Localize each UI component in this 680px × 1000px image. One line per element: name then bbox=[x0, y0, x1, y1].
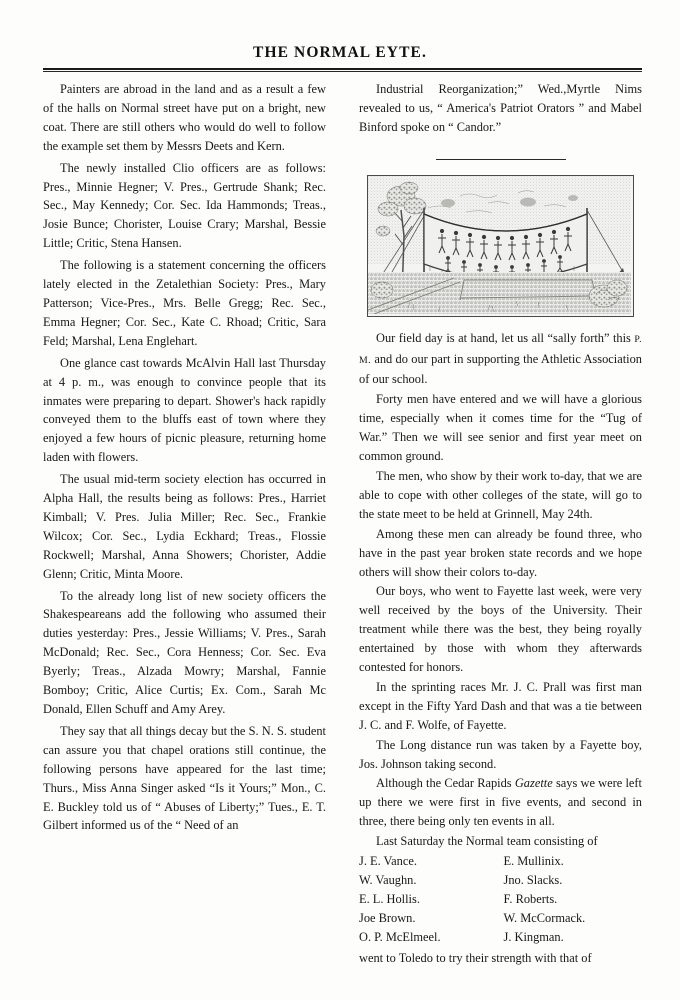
roster-name: W. Vaughn. bbox=[359, 873, 417, 887]
roster-name: E. Mullinix. bbox=[503, 854, 564, 869]
roster-row bbox=[359, 909, 642, 928]
paragraph: In the sprinting races Mr. J. C. Prall was first man except in the Fifty Yard Dash and that was a tie between J. C. and F. Wolfe, of Fayette. bbox=[359, 679, 642, 732]
small-caps-pm: P. M. bbox=[359, 333, 642, 366]
left-column bbox=[43, 80, 326, 980]
paragraph: Our boys, who went to Fayette last week, were very well received by the boys of the University. Their treatment while there was the best, they being royally entertained by those with whom they afterwards contested for honors. bbox=[359, 584, 642, 675]
paragraph bbox=[359, 329, 642, 390]
roster-outro: went to Toledo to try their strength with that of bbox=[359, 950, 592, 965]
paragraph: To the already long list of new society officers the Shakespeareans add the following who assumed their duties yesterday: Pres., Jessie Williams; V. Pres., Sarah McDonald; Rec. Sec., Cora Henness; Cor. Sec. Eva Byerly; Treas., Alzada Mowry; Marshal, Fannie Bomboy; Critic, Alice Curtis; Ex. Com., Sarah Mc Donald, Ellen Schuff and Amy Arey. bbox=[43, 588, 326, 716]
paragraph: The men, who show by their work to-day, that we are able to cope with other colleges of the state, will go to the state meet to be held at Grinnell, May 24th. bbox=[359, 468, 642, 521]
team-roster-list bbox=[359, 852, 642, 947]
paragraph: The usual mid-term society election has occurred in Alpha Hall, the results being as follows: Pres., Harriet Kimball; V. Pres. Julia Miller; Rec. Sec., Frankie Wilcox; Cor. Sec., Lydia Eckhard; Treas., Flossie Rockwell; Marshal, Anna Showers; Chorister, Addie Glenn; Critic, Minta Moore. bbox=[43, 472, 326, 581]
rule-thick bbox=[43, 68, 642, 70]
rule-thin bbox=[43, 71, 642, 72]
gazette-after: says we were left up there we were first in five events, and second in three, there being only ten events in all. bbox=[359, 776, 642, 829]
section-divider bbox=[359, 147, 642, 166]
paragraph: The newly installed Clio officers are as follows: Pres., Minnie Hegner; V. Pres., Gertrude Shank; Rec. Sec., May Kennedy; Cor. Sec. Ida Hammonds; Treas., Josie Bunce; Chorister, Louise Crary; Marshal, Bessie Little; Critic, Stena Hansen. bbox=[43, 160, 326, 251]
field-day-banner-illustration bbox=[368, 176, 631, 314]
roster-row bbox=[359, 890, 642, 909]
gazette-before: Although the Cedar Rapids bbox=[376, 776, 515, 791]
masthead bbox=[0, 44, 680, 62]
paragraph: Among these men can already be found three, who have in the past year broken state records and we hope others will show their colors to-day. bbox=[359, 526, 642, 579]
paragraph: Forty men have entered and we will have a glorious time, especially when it comes time for the “Tug of War.” Then we will see senior and first year meet on common ground. bbox=[359, 392, 642, 464]
roster-name: O. P. McElmeel. bbox=[359, 929, 441, 944]
divider-rule bbox=[436, 159, 566, 160]
roster-name: Jno. Slacks. bbox=[503, 873, 563, 887]
roster-name: E. L. Hollis. bbox=[359, 891, 420, 906]
illustration-frame bbox=[367, 175, 634, 317]
right-column bbox=[359, 80, 642, 980]
roster-name: F. Roberts. bbox=[503, 891, 558, 906]
roster-intro: Last Saturday the Normal team consisting of bbox=[376, 834, 598, 849]
paragraph: Painters are abroad in the land and as a result a few of the halls on Normal street have put on a bright, new coat. There are still others who would do well to follow the example set them by Messrs Deets and Kern. bbox=[43, 82, 326, 153]
gazette-title: Gazette bbox=[514, 776, 553, 791]
paragraph-text-a: Our field day is at hand, let us all “sally forth” this bbox=[376, 330, 635, 345]
paragraph: The Long distance run was taken by a Fayette boy, Jos. Johnson taking second. bbox=[359, 737, 642, 771]
roster-row bbox=[359, 871, 642, 890]
paragraph: They say that all things decay but the S. N. S. student can assure you that chapel orations still continue, the following persons have appeared for the last time; Thurs., Miss Anna Singer asked “Is it Yours;” Mon., C. E. Buckley told us of “ Abuses of Liberty;” Tues., E. T. Gilbert informed us of the “ Need of an bbox=[43, 723, 326, 833]
gazette-paragraph bbox=[359, 774, 642, 831]
paragraph: One glance cast towards McAlvin Hall last Thursday at 4 p. m., was enough to convince people that its inmates were preparing to depart. Shower's hack rapidly conveyed them to the bluffs east of town where they enjoyed a few hours of picnic pleasure, returning home laden with flowers. bbox=[43, 355, 326, 465]
roster-name: J. E. Vance. bbox=[359, 854, 417, 869]
paragraph: The following is a statement concerning the officers lately elected in the Zetalethian Society: Pres., Mary Patterson; Vice-Pres., Mrs. Belle Gregg; Rec. Sec., Emma Hegner; Cor. Sec., Kate C. Rhoad; Critic, Sara Feld; Marshal, Lena Englehart. bbox=[43, 258, 326, 348]
paragraph-text-b: and do our part in supporting the Athletic Association of our school. bbox=[359, 351, 642, 387]
roster-row bbox=[359, 852, 642, 871]
page-title: THE NORMAL EYTE. bbox=[253, 44, 427, 61]
roster-name: J. Kingman. bbox=[503, 929, 564, 944]
illustration-figure bbox=[359, 175, 642, 317]
roster-name: W. McCormack. bbox=[503, 910, 586, 925]
roster-name: Joe Brown. bbox=[359, 910, 416, 925]
two-column-body bbox=[43, 80, 642, 980]
continued-paragraph: Industrial Reorganization;” Wed.,Myrtle Nims revealed to us, “ America's Patriot Orators ” and Mabel Binford spoke on “ Candor.” bbox=[359, 82, 642, 134]
masthead-double-rule bbox=[43, 68, 642, 72]
roster-row bbox=[359, 928, 642, 947]
